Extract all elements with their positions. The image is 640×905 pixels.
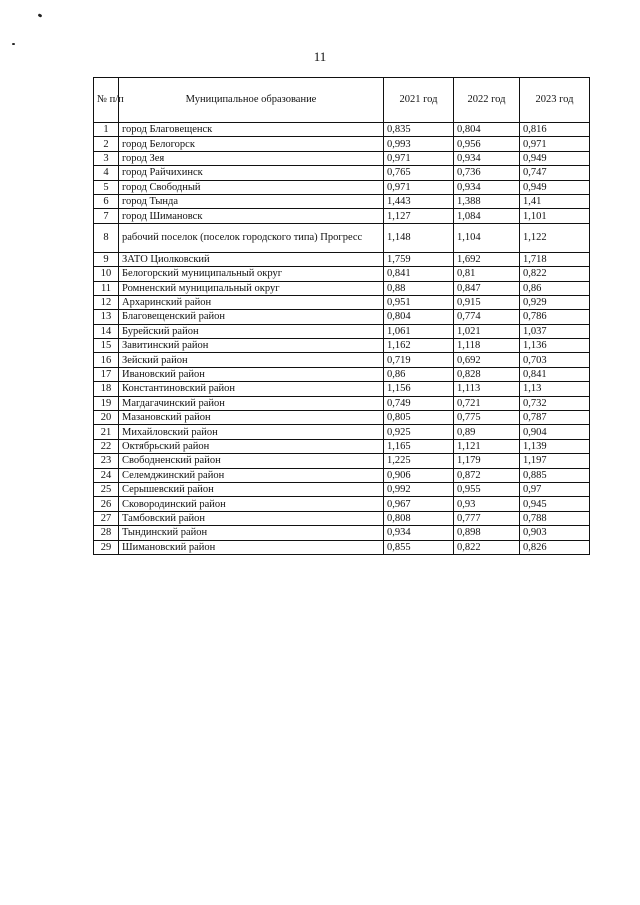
row-number: 15 xyxy=(94,339,119,353)
table-row xyxy=(94,295,590,309)
table-row xyxy=(94,425,590,439)
municipality-name: Мазановский район xyxy=(119,411,384,425)
value-2021: 0,906 xyxy=(384,468,454,482)
value-2021: 0,835 xyxy=(384,123,454,137)
value-2023: 1,13 xyxy=(520,382,590,396)
table-row xyxy=(94,454,590,468)
table-row xyxy=(94,353,590,367)
municipality-name: Константиновский район xyxy=(119,382,384,396)
municipality-name: город Свободный xyxy=(119,180,384,194)
row-number: 6 xyxy=(94,194,119,208)
municipality-name: Тамбовский район xyxy=(119,511,384,525)
value-2021: 0,992 xyxy=(384,482,454,496)
table-row xyxy=(94,223,590,252)
value-2023: 0,747 xyxy=(520,166,590,180)
table-row xyxy=(94,411,590,425)
value-2023: 0,822 xyxy=(520,267,590,281)
municipality-name: город Райчихинск xyxy=(119,166,384,180)
table-header-row xyxy=(94,78,590,123)
municipality-name: город Благовещенск xyxy=(119,123,384,137)
value-2021: 1,443 xyxy=(384,194,454,208)
value-2022: 1,388 xyxy=(454,194,520,208)
row-number: 22 xyxy=(94,439,119,453)
value-2021: 0,804 xyxy=(384,310,454,324)
value-2023: 0,732 xyxy=(520,396,590,410)
municipality-name: Михайловский район xyxy=(119,425,384,439)
value-2023: 1,136 xyxy=(520,339,590,353)
header-2022: 2022 год xyxy=(454,78,520,123)
value-2022: 0,804 xyxy=(454,123,520,137)
value-2022: 1,021 xyxy=(454,324,520,338)
row-number: 16 xyxy=(94,353,119,367)
value-2023: 0,904 xyxy=(520,425,590,439)
value-2022: 1,121 xyxy=(454,439,520,453)
row-number: 27 xyxy=(94,511,119,525)
value-2022: 0,822 xyxy=(454,540,520,554)
value-2021: 0,934 xyxy=(384,526,454,540)
coefficients-table xyxy=(93,77,590,555)
value-2021: 0,88 xyxy=(384,281,454,295)
value-2022: 0,81 xyxy=(454,267,520,281)
value-2023: 1,41 xyxy=(520,194,590,208)
value-2021: 0,719 xyxy=(384,353,454,367)
municipality-name: Бурейский район xyxy=(119,324,384,338)
value-2021: 1,162 xyxy=(384,339,454,353)
value-2021: 0,925 xyxy=(384,425,454,439)
municipality-name: город Белогорск xyxy=(119,137,384,151)
table-row xyxy=(94,310,590,324)
value-2023: 0,97 xyxy=(520,482,590,496)
value-2022: 0,692 xyxy=(454,353,520,367)
municipality-name: Магдагачинский район xyxy=(119,396,384,410)
value-2023: 1,718 xyxy=(520,252,590,266)
table-row xyxy=(94,151,590,165)
value-2022: 1,084 xyxy=(454,209,520,223)
row-number: 9 xyxy=(94,252,119,266)
value-2023: 1,101 xyxy=(520,209,590,223)
row-number: 18 xyxy=(94,382,119,396)
row-number: 3 xyxy=(94,151,119,165)
value-2022: 1,692 xyxy=(454,252,520,266)
value-2023: 0,816 xyxy=(520,123,590,137)
value-2022: 0,721 xyxy=(454,396,520,410)
scan-speck xyxy=(12,43,15,45)
value-2021: 1,156 xyxy=(384,382,454,396)
value-2021: 0,749 xyxy=(384,396,454,410)
value-2021: 0,993 xyxy=(384,137,454,151)
municipality-name: Ромненский муниципальный округ xyxy=(119,281,384,295)
table-row xyxy=(94,482,590,496)
value-2021: 0,971 xyxy=(384,151,454,165)
row-number: 1 xyxy=(94,123,119,137)
header-2021: 2021 год xyxy=(384,78,454,123)
municipality-name: Свободненский район xyxy=(119,454,384,468)
value-2023: 0,826 xyxy=(520,540,590,554)
table-row xyxy=(94,123,590,137)
municipality-name: Тындинский район xyxy=(119,526,384,540)
value-2023: 1,122 xyxy=(520,223,590,252)
table-row xyxy=(94,526,590,540)
municipality-name: Завитинский район xyxy=(119,339,384,353)
row-number: 10 xyxy=(94,267,119,281)
row-number: 25 xyxy=(94,482,119,496)
value-2021: 1,127 xyxy=(384,209,454,223)
table-row xyxy=(94,339,590,353)
value-2022: 0,934 xyxy=(454,151,520,165)
row-number: 2 xyxy=(94,137,119,151)
table-row xyxy=(94,382,590,396)
value-2022: 0,915 xyxy=(454,295,520,309)
row-number: 14 xyxy=(94,324,119,338)
value-2022: 0,898 xyxy=(454,526,520,540)
value-2022: 0,934 xyxy=(454,180,520,194)
row-number: 20 xyxy=(94,411,119,425)
table-row xyxy=(94,166,590,180)
table-row xyxy=(94,252,590,266)
municipality-name: Архаринский район xyxy=(119,295,384,309)
value-2021: 0,971 xyxy=(384,180,454,194)
value-2023: 0,787 xyxy=(520,411,590,425)
value-2023: 0,971 xyxy=(520,137,590,151)
value-2022: 1,104 xyxy=(454,223,520,252)
municipality-name: Селемджинский район xyxy=(119,468,384,482)
municipality-name: Сковородинский район xyxy=(119,497,384,511)
table-row xyxy=(94,511,590,525)
value-2023: 0,945 xyxy=(520,497,590,511)
value-2022: 0,89 xyxy=(454,425,520,439)
value-2022: 0,872 xyxy=(454,468,520,482)
value-2021: 0,841 xyxy=(384,267,454,281)
value-2021: 0,855 xyxy=(384,540,454,554)
value-2021: 0,967 xyxy=(384,497,454,511)
value-2021: 0,765 xyxy=(384,166,454,180)
page-number: 11 xyxy=(313,49,327,64)
value-2023: 0,885 xyxy=(520,468,590,482)
table-row xyxy=(94,540,590,554)
header-2023: 2023 год xyxy=(520,78,590,123)
header-num: № п/п xyxy=(94,78,119,123)
value-2023: 0,786 xyxy=(520,310,590,324)
value-2023: 0,949 xyxy=(520,151,590,165)
municipality-name: рабочий поселок (поселок городского типа) Прогресс xyxy=(119,223,384,252)
value-2022: 1,113 xyxy=(454,382,520,396)
value-2021: 0,86 xyxy=(384,367,454,381)
row-number: 28 xyxy=(94,526,119,540)
value-2022: 0,955 xyxy=(454,482,520,496)
value-2021: 1,061 xyxy=(384,324,454,338)
header-municipality: Муниципальное образование xyxy=(119,78,384,123)
value-2022: 1,179 xyxy=(454,454,520,468)
row-number: 12 xyxy=(94,295,119,309)
municipality-name: город Зея xyxy=(119,151,384,165)
value-2021: 1,759 xyxy=(384,252,454,266)
municipality-name: город Шимановск xyxy=(119,209,384,223)
scan-speck xyxy=(38,13,43,18)
table-row xyxy=(94,367,590,381)
table-row xyxy=(94,324,590,338)
value-2022: 0,847 xyxy=(454,281,520,295)
row-number: 11 xyxy=(94,281,119,295)
value-2022: 0,777 xyxy=(454,511,520,525)
row-number: 21 xyxy=(94,425,119,439)
value-2022: 0,93 xyxy=(454,497,520,511)
row-number: 17 xyxy=(94,367,119,381)
row-number: 5 xyxy=(94,180,119,194)
row-number: 7 xyxy=(94,209,119,223)
row-number: 19 xyxy=(94,396,119,410)
value-2023: 0,949 xyxy=(520,180,590,194)
table-row xyxy=(94,137,590,151)
value-2023: 1,197 xyxy=(520,454,590,468)
value-2023: 0,86 xyxy=(520,281,590,295)
row-number: 29 xyxy=(94,540,119,554)
value-2023: 0,903 xyxy=(520,526,590,540)
value-2022: 0,956 xyxy=(454,137,520,151)
table-body xyxy=(94,123,590,555)
value-2021: 0,805 xyxy=(384,411,454,425)
municipality-name: Зейский район xyxy=(119,353,384,367)
value-2021: 1,148 xyxy=(384,223,454,252)
row-number: 24 xyxy=(94,468,119,482)
value-2023: 1,139 xyxy=(520,439,590,453)
table-row xyxy=(94,194,590,208)
table-row xyxy=(94,281,590,295)
municipality-name: Белогорский муниципальный округ xyxy=(119,267,384,281)
table-row xyxy=(94,396,590,410)
value-2022: 1,118 xyxy=(454,339,520,353)
municipality-name: Ивановский район xyxy=(119,367,384,381)
row-number: 8 xyxy=(94,223,119,252)
value-2021: 0,808 xyxy=(384,511,454,525)
table-row xyxy=(94,497,590,511)
municipality-name: ЗАТО Циолковский xyxy=(119,252,384,266)
table-row xyxy=(94,468,590,482)
value-2022: 0,828 xyxy=(454,367,520,381)
value-2021: 0,951 xyxy=(384,295,454,309)
value-2023: 0,788 xyxy=(520,511,590,525)
value-2021: 1,225 xyxy=(384,454,454,468)
value-2023: 1,037 xyxy=(520,324,590,338)
table-row xyxy=(94,267,590,281)
row-number: 13 xyxy=(94,310,119,324)
table-row xyxy=(94,439,590,453)
municipality-name: Октябрьский район xyxy=(119,439,384,453)
municipality-name: Благовещенский район xyxy=(119,310,384,324)
municipality-name: город Тында xyxy=(119,194,384,208)
value-2022: 0,774 xyxy=(454,310,520,324)
row-number: 23 xyxy=(94,454,119,468)
municipality-name: Шимановский район xyxy=(119,540,384,554)
value-2023: 0,929 xyxy=(520,295,590,309)
row-number: 4 xyxy=(94,166,119,180)
value-2023: 0,703 xyxy=(520,353,590,367)
value-2022: 0,736 xyxy=(454,166,520,180)
municipality-name: Серышевский район xyxy=(119,482,384,496)
table-row xyxy=(94,180,590,194)
value-2022: 0,775 xyxy=(454,411,520,425)
value-2023: 0,841 xyxy=(520,367,590,381)
row-number: 26 xyxy=(94,497,119,511)
value-2021: 1,165 xyxy=(384,439,454,453)
table-row xyxy=(94,209,590,223)
